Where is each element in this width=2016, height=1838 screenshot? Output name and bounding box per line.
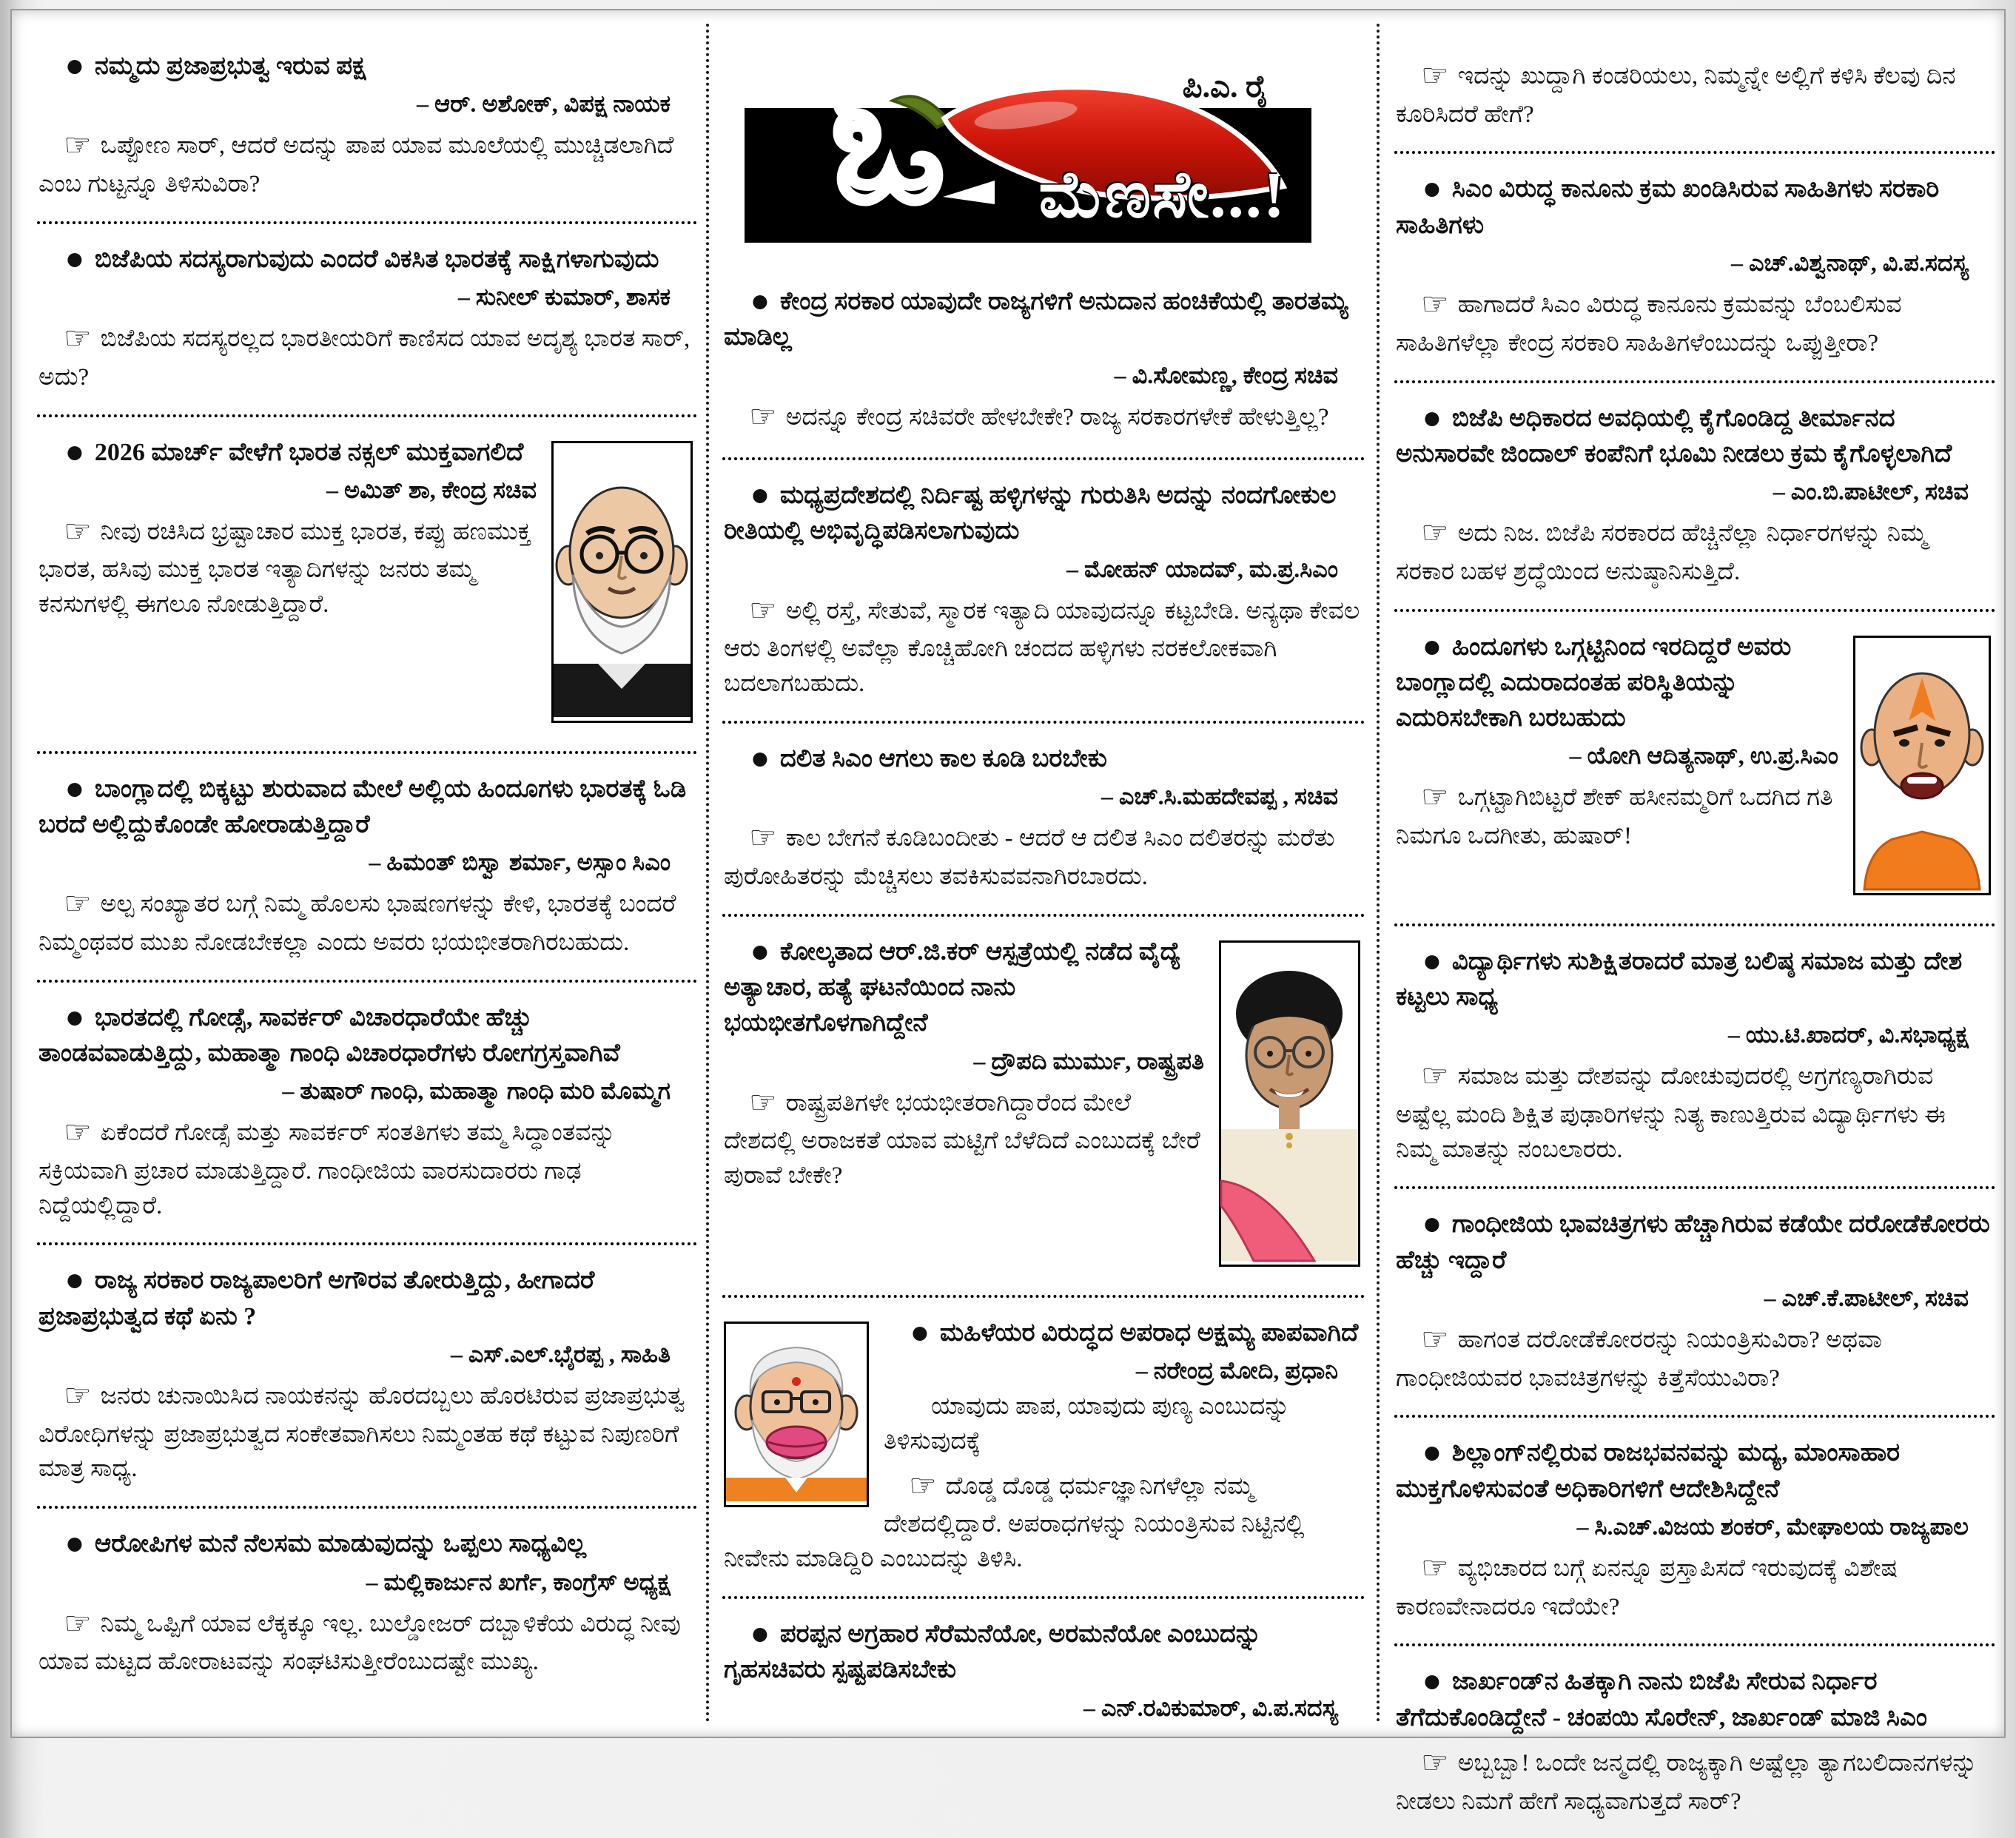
answer-label: ಒಪ್ಪೋಣ ಸಾರ್, ಆದರೆ ಅದನ್ನು ಪಾಪ ಯಾವ ಮೂಲೆಯಲ್ಲಿ ಮುಚ್ಚಿಡಲಾಗಿದೆ ಎಂಬ ಗುಟ್ಟನ್ನೂ ತಿಳಿಸುವಿರಾ? (38, 132, 674, 198)
pointing-hand-icon: ☞ (749, 1083, 777, 1120)
qa-item (1394, 609, 1995, 923)
pointing-hand-icon: ☞ (749, 819, 777, 856)
attribution: – ಸಿ.ಎಚ್.ವಿಜಯ ಶಂಕರ್, ಮೇಘಾಲಯ ರಾಜ್ಯಪಾಲ (1576, 1512, 1969, 1540)
qa-item (37, 751, 697, 980)
attribution: – ತುಷಾರ್ ಗಾಂಧಿ, ಮಹಾತ್ಮಾ ಗಾಂಧಿ ಮರಿ ಮೊಮ್ಮಗ (282, 1077, 671, 1105)
question-label: ವಿದ್ಯಾರ್ಥಿಗಳು ಸುಶಿಕ್ಷಿತರಾದರೆ ಮಾತ್ರ ಬಲಿಷ್ಠ ಸಮಾಜ ಮತ್ತು ದೇಶ ಕಟ್ಟಲು ಸಾಧ್ಯ (1396, 947, 1963, 1011)
question-text (1396, 1207, 1991, 1279)
question-text (38, 1526, 693, 1562)
question-text (38, 242, 693, 277)
attribution: – ಎಂ.ಬಿ.ಪಾಟೀಲ್, ಸಚಿವ (1773, 478, 1969, 505)
column-divider (706, 24, 709, 1723)
bullet-icon: ● (752, 290, 768, 312)
bullet-icon: ● (752, 1623, 768, 1645)
attribution: – ಎಚ್.ಸಿ.ಮಹದೇವಪ್ಪ , ಸಚಿವ (1101, 783, 1338, 810)
answer-text (1396, 1054, 1991, 1167)
answer-label: ಅದನ್ನೂ ಕೇಂದ್ರ ಸಚಿವರೇ ಹೇಳಬೇಕೇ? ರಾಜ್ಯ ಸರಕಾರಗಳೇಕೆ ಹೇಳುತ್ತಿಲ್ಲ? (785, 403, 1329, 431)
answer-label: ಅಲ್ಲಿ ರಸ್ತೆ, ಸೇತುವೆ, ಸ್ಮಾರಕ ಇತ್ಯಾದಿ ಯಾವುದನ್ನೂ ಕಟ್ಟಬೇಡಿ. ಅನ್ಯಥಾ ಕೇವಲ ಆರು ತಿಂಗಳಲ್ಲಿ ಅವೆಲ್ಲಾ ಕೊಚ್ಚಿಹೋಗಿ ಚಂದದ ಹಳ್ಳಿಗಳು ನರಕಲೋಕವಾಗಿ ಬದಲಾಗಬಹುದು. (724, 597, 1360, 698)
droupadi-murmu-caricature (1219, 940, 1360, 1267)
qa-item (1394, 151, 1995, 380)
question-label: ಶಿಲ್ಲಾಂಗ್‌ನಲ್ಲಿರುವ ರಾಜಭವನವನ್ನು ಮದ್ಯ, ಮಾಂಸಾಹಾರ ಮುಕ್ತಗೊಳಿಸುವಂತೆ ಅಧಿಕಾರಿಗಳಿಗೆ ಆದೇಶಿಸಿದ್ದೇನೆ (1396, 1439, 1901, 1503)
pointing-hand-icon: ☞ (1421, 1320, 1449, 1357)
pointing-hand-icon: ☞ (64, 1376, 92, 1413)
bullet-icon: ● (752, 747, 768, 770)
answer-label: ನಿಮ್ಮ ಒಪ್ಪಿಗೆ ಯಾವ ಲೆಕ್ಕಕ್ಕೂ ಇಲ್ಲ. ಬುಲ್ಡೋಜರ್ ದಬ್ಬಾಳಿಕೆಯ ವಿರುದ್ಧ ನೀವು ಯಾವ ಮಟ್ಟದ ಹೋರಾಟವನ್ನು ಸಂಘಟಿಸುತ್ತೀರೆಂಬುದಷ್ಟೇ ಮುಖ್ಯ. (38, 1610, 681, 1676)
question-label: ರಾಜ್ಯ ಸರಕಾರ ರಾಜ್ಯಪಾಲರಿಗೆ ಅಗೌರವ ತೋರುತ್ತಿದ್ದು, ಹೀಗಾದರೆ ಪ್ರಜಾಪ್ರಭುತ್ವದ ಕಥೆ ಏನು ? (38, 1267, 595, 1330)
pointing-hand-icon: ☞ (1421, 1743, 1449, 1780)
bullet-icon: ● (1424, 635, 1440, 657)
attribution: – ಸುನೀಲ್ ಕುಮಾರ್, ಶಾಸಕ (457, 283, 671, 311)
qa-item (1394, 1186, 1995, 1415)
qa-item (37, 31, 697, 221)
bullet-icon: ● (1424, 178, 1440, 200)
question-label: ಜಾರ್ಖಂಡ್‌ನ ಹಿತಕ್ಕಾಗಿ ನಾನು ಬಿಜೆಪಿ ಸೇರುವ ನಿರ್ಧಾರ ತೆಗೆದುಕೊಂಡಿದ್ದೇನೆ - ಚಂಪಯಿ ಸೊರೇನ್, ಜಾರ್ಖಂಡ್ ಮಾಜಿ ಸಿಎಂ (1396, 1668, 1927, 1731)
column-right (1394, 31, 1995, 1815)
bullet-icon: ● (67, 247, 83, 269)
answer-label: ಬಿಜೆಪಿಯ ಸದಸ್ಯರಲ್ಲದ ಭಾರತೀಯರಿಗೆ ಕಾಣಿಸದ ಯಾವ ಅದೃಶ್ಯ ಭಾರತ ಸಾರ್, ಅದು? (38, 326, 691, 391)
bullet-icon: ● (67, 777, 83, 799)
attribution: – ಮೋಹನ್ ಯಾದವ್, ಮ.ಪ್ರ.ಸಿಎಂ (1066, 555, 1338, 582)
column-left (37, 31, 697, 1730)
question-label: ಹಿಂದೂಗಳು ಒಗ್ಗಟ್ಟಿನಿಂದ ಇರದಿದ್ದರೆ ಅವರು ಬಾಂಗ್ಲಾದಲ್ಲಿ ಎದುರಾದಂತಹ ಪರಿಸ್ಥಿತಿಯನ್ನು ಎದುರಿಸಬೇಕಾಗಿ ಬರಬಹುದು (1396, 633, 1792, 733)
answer-label: ಅದು ನಿಜ. ಬಿಜೆಪಿ ಸರಕಾರದ ಹೆಚ್ಚಿನೆಲ್ಲಾ ನಿರ್ಧಾರಗಳನ್ನು ನಿಮ್ಮ ಸರಕಾರ ಬಹಳ ಶ್ರದ್ಧೆಯಿಂದ ಅನುಷ್ಠಾನಿಸುತ್ತಿದೆ. (1396, 520, 1927, 585)
answer-text (38, 1601, 693, 1680)
masthead-o-letter: ಓ (832, 50, 944, 235)
column-center (722, 31, 1365, 1730)
qa-item (722, 914, 1365, 1295)
answer-label: ಏಕೆಂದರೆ ಗೋಡ್ಸೆ ಮತ್ತು ಸಾವರ್ಕರ್ ಸಂತತಿಗಳು ತಮ್ಮ ಸಿದ್ಧಾಂತವನ್ನು ಸಕ್ರಿಯವಾಗಿ ಪ್ರಚಾರ ಮಾಡುತ್ತಿದ್ದಾರೆ. ಗಾಂಧೀಜಿಯ ವಾರಸುದಾರರು ಗಾಢ ನಿದ್ದೆಯಲ್ಲಿದ್ದಾರೆ. (38, 1120, 616, 1219)
question-text (1396, 944, 1991, 1016)
bullet-icon: ● (1424, 406, 1440, 428)
narendra-modi-caricature-drawing (726, 1324, 867, 1501)
pointing-hand-icon: ☞ (749, 397, 777, 434)
yogi-adityanath-caricature (1853, 636, 1991, 895)
answer-text (1396, 1546, 1991, 1624)
question-label: ಕೇಂದ್ರ ಸರಕಾರ ಯಾವುದೇ ರಾಜ್ಯಗಳಿಗೆ ಅನುದಾನ ಹಂಚಿಕೆಯಲ್ಲಿ ತಾರತಮ್ಯ ಮಾಡಿಲ್ಲ (724, 288, 1348, 351)
question-text (724, 741, 1360, 777)
column-divider (1377, 24, 1380, 1723)
question-label: ಕೋಲ್ಕತಾದ ಆರ್.ಜಿ.ಕರ್ ಆಸ್ಪತ್ರೆಯಲ್ಲಿ ನಡೆದ ವೈದ್ಯೆ ಅತ್ಯಾಚಾರ, ಹತ್ಯೆ ಘಟನೆಯಿಂದ ನಾನು ಭಯಭೀತಗೊಳಗಾಗಿದ್ದೇನೆ (724, 937, 1181, 1037)
question-label: ಆರೋಪಿಗಳ ಮನೆ ನೆಲಸಮ ಮಾಡುವುದನ್ನು ಒಪ್ಪಲು ಸಾಧ್ಯವಿಲ್ಲ (94, 1530, 587, 1558)
pointing-hand-icon: ☞ (1421, 778, 1449, 815)
question-label: ಪರಪ್ಪನ ಅಗ್ರಹಾರ ಸೆರೆಮನೆಯೋ, ಅರಮನೆಯೋ ಎಂಬುದನ್ನು ಗೃಹಸಚಿವರು ಸ್ಪಷ್ಟಪಡಿಸಬೇಕು (724, 1620, 1262, 1684)
answer-text (1396, 1740, 1991, 1819)
question-label: ಬಿಜೆಪಿ ಅಧಿಕಾರದ ಅವಧಿಯಲ್ಲಿ ಕೈಗೊಂಡಿದ್ದ ತೀರ್ಮಾನದ ಅನುಸಾರವೇ ಜಿಂದಾಲ್ ಕಂಪೆನಿಗೆ ಭೂಮಿ ನೀಡಲು ಕ್ರಮ ಕೈಗೊಳ್ಳಲಾಗಿದೆ (1396, 404, 1952, 468)
attribution: – ವಿ.ಸೋಮಣ್ಣ, ಕೇಂದ್ರ ಸಚಿವ (1114, 361, 1338, 388)
question-text (724, 1617, 1360, 1689)
answer-label: ಸಮಾಜ ಮತ್ತು ದೇಶವನ್ನು ದೋಚುವುದರಲ್ಲಿ ಅಗ್ರಗಣ್ಯರಾಗಿರುವ ಅಷ್ಟೆಲ್ಲ ಮಂದಿ ಶಿಕ್ಷಿತ ಪುಢಾರಿಗಳನ್ನು ನಿತ್ಯ ಕಾಣುತ್ತಿರುವ ವಿದ್ಯಾರ್ಥಿಗಳು ಈ ನಿಮ್ಮ ಮಾತನ್ನು ನಂಬಲಾರರು. (1396, 1063, 1946, 1163)
qa-item (722, 457, 1365, 721)
question-label: ಮಧ್ಯಪ್ರದೇಶದಲ್ಲಿ ನಿರ್ದಿಷ್ಟ ಹಳ್ಳಿಗಳನ್ನು ಗುರುತಿಸಿ ಅದನ್ನು ನಂದಗೋಕುಲ ರೀತಿಯಲ್ಲಿ ಅಭಿವೃದ್ಧಿಪಡಿಸಲಾಗುವುದು (724, 482, 1337, 545)
attribution: – ನರೇಂದ್ರ ಮೋದಿ, ಪ್ರಧಾನಿ (1135, 1357, 1338, 1384)
qa-item (722, 721, 1365, 914)
question-text (1396, 1664, 1991, 1736)
bullet-icon: ● (67, 1269, 83, 1291)
pointing-hand-icon: ☞ (749, 591, 777, 628)
qa-item (37, 1242, 697, 1506)
pointing-hand-icon: ☞ (64, 127, 92, 164)
pointing-hand-icon: ☞ (1421, 1549, 1449, 1586)
attribution: – ಎಚ್.ವಿಶ್ವನಾಥ್, ವಿ.ಪ.ಸದಸ್ಯ (1730, 249, 1969, 277)
answer-text (1396, 53, 1991, 132)
pointing-hand-icon: ☞ (909, 1467, 937, 1504)
attribution: – ಎಚ್.ಕೆ.ಪಾಟೀಲ್, ಸಚಿವ (1764, 1284, 1969, 1311)
bullet-icon: ● (1424, 1213, 1440, 1235)
question-text (38, 49, 693, 84)
bullet-icon: ● (67, 55, 83, 76)
attribution: – ಮಲ್ಲಿಕಾರ್ಜುನ ಖರ್ಗೆ, ಕಾಂಗ್ರೆಸ್ ಅಧ್ಯಕ್ಷ (366, 1568, 671, 1595)
pointing-hand-icon: ☞ (1421, 1057, 1449, 1094)
newspaper-page (10, 9, 2006, 1815)
answer-label: ನೀವು ರಚಿಸಿದ ಭ್ರಷ್ಟಾಚಾರ ಮುಕ್ತ ಭಾರತ, ಕಪ್ಪು ಹಣಮುಕ್ತ ಭಾರತ, ಹಸಿವು ಮುಕ್ತ ಭಾರತ ಇತ್ಯಾದಿಗಳನ್ನು ಜನರು ತಮ್ಮ ಕನಸುಗಳಲ್ಲಿ ಈಗಲೂ ನೋಡುತ್ತಿದ್ದಾರೆ. (38, 518, 531, 619)
answer-label: ವ್ಯಭಿಚಾರದ ಬಗ್ಗೆ ಏನನ್ನೂ ಪ್ರಸ್ತಾಪಿಸದೆ ಇರುವುದಕ್ಕೆ ವಿಶೇಷ ಕಾರಣವೇನಾದರೂ ಇದೆಯೇ? (1396, 1555, 1898, 1620)
qa-item (37, 414, 697, 751)
pointing-hand-icon: ☞ (64, 512, 92, 549)
bullet-icon: ● (1424, 1441, 1440, 1464)
pointing-hand-icon: ☞ (64, 1604, 92, 1641)
answer-label: ಜನರು ಚುನಾಯಿಸಿದ ನಾಯಕನನ್ನು ಹೊರದಬ್ಬಲು ಹೊರಟಿರುವ ಪ್ರಜಾಪ್ರಭುತ್ವ ವಿರೋಧಿಗಳನ್ನು ಪ್ರಜಾಪ್ರಭುತ್ವದ ಸಂಕೇತವಾಗಿಸಲು ನಿಮ್ಮಂತಹ ಕಥೆ ಕಟ್ಟುವ ನಿಪುಣರಿಗೆ ಮಾತ್ರ ಸಾಧ್ಯ. (38, 1382, 685, 1483)
answer-label: ಅಬ್ಬಬ್ಬಾ! ಒಂದೇ ಜನ್ಮದಲ್ಲಿ ರಾಜ್ಯಕ್ಕಾಗಿ ಅಷ್ಟೆಲ್ಲಾ ತ್ಯಾಗಬಲಿದಾನಗಳನ್ನು ನೀಡಲು ನಿಮಗೆ ಹೇಗೆ ಸಾಧ್ಯವಾಗುತ್ತದೆ ಸಾರ್? (1396, 1749, 1978, 1815)
question-label: ಸಿಎಂ ವಿರುದ್ಧ ಕಾನೂನು ಕ್ರಮ ಖಂಡಿಸಿರುವ ಸಾಹಿತಿಗಳು ಸರಕಾರಿ ಸಾಹಿತಿಗಳು (1396, 175, 1940, 239)
amit-shah-caricature-drawing (554, 443, 691, 717)
qa-item (37, 1506, 697, 1699)
droupadi-murmu-caricature-drawing (1221, 943, 1358, 1261)
bullet-icon: ● (67, 1532, 83, 1555)
qa-item (722, 266, 1365, 457)
qa-item (1394, 380, 1995, 609)
answer-label: ಅಲ್ಪ ಸಂಖ್ಯಾತರ ಬಗ್ಗೆ ನಿಮ್ಮ ಹೊಲಸು ಭಾಷಣಗಳನ್ನು ಕೇಳಿ, ಭಾರತಕ್ಕೆ ಬಂದರೆ ನಿಮ್ಮಂಥವರ ಮುಖ ನೋಡಬೇಕಲ್ಲಾ ಎಂದು ಅವರು ಭಯಭೀತರಾಗಿರಬಹುದು. (38, 891, 676, 956)
bullet-icon: ● (752, 940, 768, 962)
qa-item (1394, 1643, 1995, 1838)
question-label: ನಮ್ಮದು ಪ್ರಜಾಪ್ರಭುತ್ವ ಇರುವ ಪಕ್ಷ (94, 53, 366, 80)
pointing-hand-icon: ☞ (64, 1114, 92, 1151)
attribution: – ಆರ್. ಅಶೋಕ್, ವಿಪಕ್ಷ ನಾಯಕ (417, 90, 671, 118)
answer-label: ದೊಡ್ಡ ದೊಡ್ಡ ಧರ್ಮಜ್ಞಾನಿಗಳೆಲ್ಲಾ ನಮ್ಮ ದೇಶದಲ್ಲಿದ್ದಾರೆ. ಅಪರಾಧಗಳನ್ನು ನಿಯಂತ್ರಿಸುವ ನಿಟ್ಟಿನಲ್ಲಿ ನೀವೇನು ಮಾಡಿದ್ದಿರಿ ಎಂಬುದನ್ನು ತಿಳಿಸಿ. (724, 1472, 1305, 1573)
question-label: ಗಾಂಧೀಜಿಯ ಭಾವಚಿತ್ರಗಳು ಹೆಚ್ಚಾಗಿರುವ ಕಡೆಯೇ ದರೋಡೆಕೋರರು ಹೆಚ್ಚು ಇದ್ದಾರೆ (1396, 1211, 1990, 1274)
question-text (1396, 401, 1991, 473)
question-label: ದಲಿತ ಸಿಎಂ ಆಗಲು ಕಾಲ ಕೂಡಿ ಬರಬೇಕು (779, 745, 1107, 773)
attribution: – ಎಸ್.ಎಲ್.ಭೈರಪ್ಪ , ಸಾಹಿತಿ (450, 1340, 671, 1367)
answer-text (724, 588, 1360, 701)
qa-item (1394, 1415, 1995, 1643)
answer-text (38, 123, 693, 201)
pointing-hand-icon: ☞ (64, 320, 92, 357)
question-text (1396, 1435, 1991, 1507)
question-label: ಭಾರತದಲ್ಲಿ ಗೋಡ್ಸೆ, ಸಾವರ್ಕರ್ ವಿಚಾರಧಾರೆಯೇ ಹೆಚ್ಚು ತಾಂಡವವಾಡುತ್ತಿದ್ದು, ಮಹಾತ್ಮಾ ಗಾಂಧಿ ವಿಚಾರಧಾರೆಗಳು ರೋಗಗ್ರಸ್ತವಾಗಿವೆ (38, 1003, 620, 1067)
attribution: – ಅಮಿತ್ ಶಾ, ಕೇಂದ್ರ ಸಚಿವ (326, 476, 537, 503)
answer-label: ರಾಷ್ಟ್ರಪತಿಗಳೇ ಭಯಭೀತರಾಗಿದ್ದಾರೆಂದ ಮೇಲೆ ದೇಶದಲ್ಲಿ ಅರಾಜಕತೆ ಯಾವ ಮಟ್ಟಿಗೆ ಬೆಳೆದಿದೆ ಎಂಬುದಕ್ಕೆ ಬೇರೆ ಪುರಾವೆ ಬೇಕೇ? (724, 1089, 1200, 1190)
bullet-icon: ● (1424, 949, 1440, 972)
qa-item-continuation (1394, 31, 1995, 151)
author-byline: ಪಿ.ಎ. ರೈ (1182, 70, 1269, 104)
answer-text (724, 394, 1360, 439)
question-text (38, 1000, 693, 1072)
answer-label: ಹಾಗಂತ ದರೋಡೆಕೋರರನ್ನು ನಿಯಂತ್ರಿಸುವಿರಾ? ಅಥವಾ ಗಾಂಧೀಜಿಯವರ ಭಾವಚಿತ್ರಗಳನ್ನು ಕಿತ್ತೆಸೆಯುವಿರಾ? (1396, 1326, 1882, 1392)
masthead (722, 31, 1365, 266)
bullet-icon: ● (1424, 1670, 1440, 1692)
pointing-hand-icon: ☞ (1421, 286, 1449, 323)
answer-text (38, 316, 693, 394)
bullet-icon: ● (67, 1006, 83, 1028)
qa-item (37, 980, 697, 1243)
question-label: ಬಿಜೆಪಿಯ ಸದಸ್ಯರಾಗುವುದು ಎಂದರೆ ವಿಕಸಿತ ಭಾರತಕ್ಕೆ ಸಾಕ್ಷಿಗಳಾಗುವುದು (94, 245, 659, 273)
answer-text (38, 881, 693, 960)
bullet-icon: ● (67, 440, 83, 462)
question-text (724, 478, 1360, 550)
attribution: – ಹಿಮಂತ್ ಬಿಸ್ವಾ ಶರ್ಮಾ, ಅಸ್ಸಾಂ ಸಿಎಂ (369, 849, 671, 876)
pointing-hand-icon: ☞ (1421, 514, 1449, 551)
masthead-title: ಮೆಣಸೇ...! (1038, 160, 1286, 232)
answer-text (1396, 1317, 1991, 1396)
question-label: ಬಾಂಗ್ಲಾದಲ್ಲಿ ಬಿಕ್ಕಟ್ಟು ಶುರುವಾದ ಮೇಲೆ ಅಲ್ಲಿಯ ಹಿಂದೂಗಳು ಭಾರತಕ್ಕೆ ಓಡಿ ಬರದೆ ಅಲ್ಲಿದ್ದುಕೊಂಡೇ ಹೋರಾಡುತ್ತಿದ್ದಾರೆ (38, 775, 687, 838)
answer-text (724, 815, 1360, 894)
qa-item (37, 221, 697, 414)
answer-lead-in: ಯಾವುದು ಪಾಪ, ಯಾವುದು ಪುಣ್ಯ ಎಂಬುದನ್ನು ತಿಳಿಸುವುದಕ್ಕೆ (884, 1393, 1290, 1455)
attribution: – ದ್ರೌಪದಿ ಮುರ್ಮು, ರಾಷ್ಟ್ರಪತಿ (973, 1047, 1204, 1074)
qa-item (722, 1295, 1365, 1596)
narendra-modi-caricature (724, 1322, 869, 1507)
pointing-hand-icon: ☞ (1421, 57, 1449, 93)
bullet-icon: ● (912, 1321, 928, 1343)
attribution: – ಯು.ಟಿ.ಖಾದರ್, ವಿ.ಸಭಾಧ್ಯಕ್ಷ (1727, 1021, 1969, 1048)
question-text (38, 1263, 693, 1335)
answer-label: ಕಾಲ ಬೇಗನೆ ಕೂಡಿಬಂದೀತು - ಆದರೆ ಆ ದಲಿತ ಸಿಎಂ ದಲಿತರನ್ನು ಮರೆತು ಪುರೋಹಿತರನ್ನು ಮೆಚ್ಚಿಸಲು ತವಕಿಸುವವನಾಗಿರಬಾರದು. (724, 825, 1335, 890)
answer-text (1396, 511, 1991, 589)
answer-label: ಹಾಗಾದರೆ ಸಿಎಂ ವಿರುದ್ಧ ಕಾನೂನು ಕ್ರಮವನ್ನು ಬೆಂಬಲಿಸುವ ಸಾಹಿತಿಗಳೆಲ್ಲಾ ಕೇಂದ್ರ ಸರಕಾರಿ ಸಾಹಿತಿಗಳೆಂಬುದನ್ನು ಒಪ್ಪುತ್ತೀರಾ? (1396, 292, 1902, 357)
bullet-icon: ● (752, 484, 768, 506)
question-label: ಮಹಿಳೆಯರ ವಿರುದ್ಧದ ಅಪರಾಧ ಅಕ್ಷಮ್ಯ ಪಾಪವಾಗಿದೆ (939, 1319, 1359, 1347)
amit-shah-caricature (551, 441, 693, 723)
attribution: – ಎನ್.ರವಿಕುಮಾರ್, ವಿ.ಪ.ಸದಸ್ಯ (1083, 1694, 1338, 1721)
yogi-adityanath-caricature-drawing (1855, 638, 1989, 889)
qa-item (1394, 923, 1995, 1187)
question-text (1396, 172, 1991, 243)
question-text (724, 284, 1360, 356)
answer-label: ಇದನ್ನು ಖುದ್ದಾಗಿ ಕಂಡರಿಯಲು, ನಿಮ್ಮನ್ನೇ ಅಲ್ಲಿಗೆ ಕಳಿಸಿ ಕೆಲವು ದಿನ ಕೂರಿಸಿದರೆ ಹೇಗೆ? (1396, 63, 1956, 128)
pointing-hand-icon: ☞ (64, 885, 92, 922)
attribution: – ಯೋಗಿ ಆದಿತ್ಯನಾಥ್, ಉ.ಪ್ರ.ಸಿಎಂ (1569, 742, 1838, 770)
qa-item (722, 1596, 1365, 1743)
answer-label: ಒಗ್ಗಟ್ಟಾಗಿಬಿಟ್ಟರೆ ಶೇಕ್ ಹಸೀನಮ್ಮರಿಗೆ ಒದಗಿದ ಗತಿ ನಿಮಗೂ ಒದಗೀತು, ಹುಷಾರ್! (1396, 784, 1833, 849)
question-label: 2026 ಮಾರ್ಚ್ ವೇಳೆಗೆ ಭಾರತ ನಕ್ಸಲ್ ಮುಕ್ತವಾಗಲಿದೆ (94, 438, 524, 466)
question-text (38, 772, 693, 844)
answer-text (38, 1373, 693, 1487)
answer-text (1396, 282, 1991, 360)
answer-text (38, 1110, 693, 1223)
